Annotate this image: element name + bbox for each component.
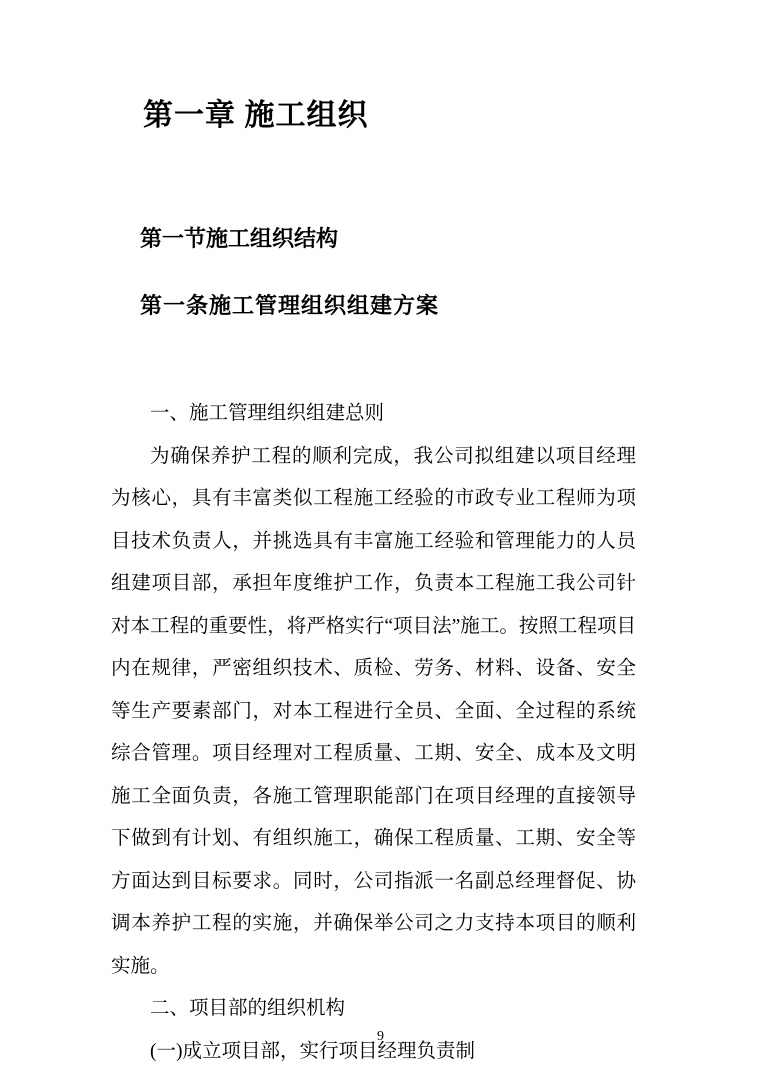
section-heading: 第一节施工组织结构 (140, 226, 339, 251)
body-text (111, 393, 636, 1073)
body-paragraph: 为确保养护工程的顺利完成，我公司拟组建以项目经理为核心，具有丰富类似工程施工经验的市政专业工程师为项目技术负责人，并挑选具有丰富施工经验和管理能力的人员组建项目部，承担年度维护工作，负责本工程施工我公司针对本工程的重要性，将严格实行“项目法”施工。按照工程项目内在规律，严密组织技术、质检、劳务、材料、设备、安全等生产要素部门，对本工程进行全员、全面、全过程的系统综合管理。项目经理对工程质量、工期、安全、成本及文明施工全面负责，各施工管理职能部门在项目经理的直接领导下做到有计划、有组织施工，确保工程质量、工期、安全等方面达到目标要求。同时，公司指派一名副总经理督促、协调本养护工程的实施，并确保举公司之力支持本项目的顺利实施。 (111, 445, 636, 977)
list-heading-3: (一)成立项目部，实行项目经理负责制 (150, 1040, 475, 1062)
chapter-title: 第一章 施工组织 (143, 99, 369, 132)
document-content (111, 0, 636, 1073)
list-heading-1: 一、施工管理组织组建总则 (150, 403, 385, 424)
article-heading: 第一条施工管理组织组建方案 (140, 293, 440, 318)
list-heading-2: 二、项目部的组织机构 (150, 998, 346, 1019)
page-number: 9 (377, 1029, 384, 1044)
